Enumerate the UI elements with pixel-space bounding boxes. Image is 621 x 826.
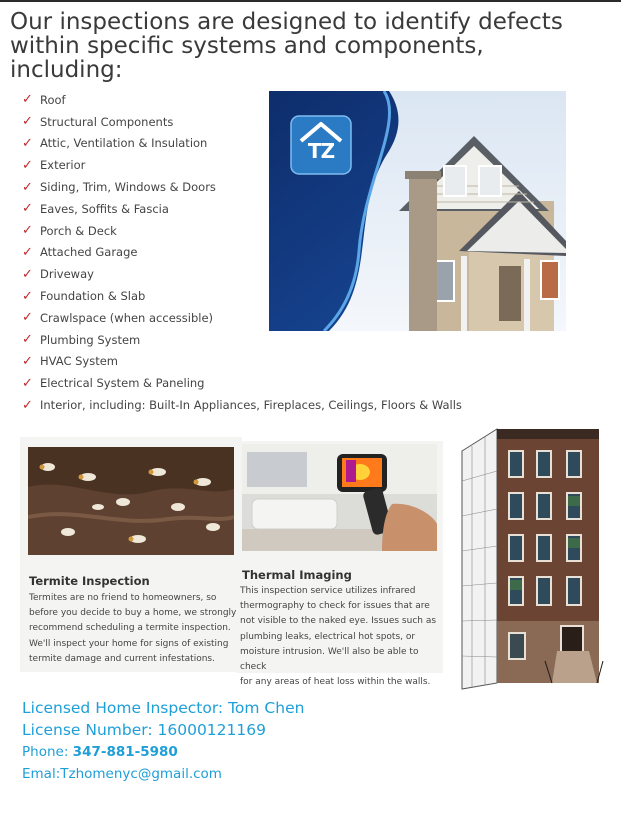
checklist-item-label: Eaves, Soffits & Fascia: [40, 201, 169, 216]
phone-line: [22, 741, 304, 763]
checklist-item-label: Plumbing System: [40, 332, 141, 347]
check-icon: ✓: [22, 201, 33, 217]
check-icon: ✓: [22, 310, 33, 326]
termite-card-line: recommend scheduling a termite inspection.: [29, 623, 231, 634]
termite-card-line: Termites are no friend to homeowners, so: [29, 593, 217, 603]
termite-photo: [28, 447, 234, 555]
heading-line-2: within specific systems and components,: [10, 33, 484, 59]
license-number: License Number: 16000121169: [22, 721, 266, 739]
phone-number[interactable]: 347-881-5980: [72, 744, 178, 760]
thermal-camera-photo: [242, 444, 437, 551]
inspector-name: Licensed Home Inspector: Tom Chen: [22, 699, 305, 717]
tz-logo-text: TZ: [307, 139, 335, 163]
termite-card-line: termite damage and current infestations.: [29, 653, 215, 664]
thermal-imaging-card: [236, 441, 443, 688]
checklist-item: [22, 394, 462, 416]
checklist-item: [22, 351, 462, 373]
building-illustration: [457, 421, 607, 693]
termite-card-line: We'll inspect your home for signs of existing: [29, 638, 229, 649]
checklist-item-label: Attached Garage: [40, 245, 138, 260]
checklist-item-label: Driveway: [40, 267, 94, 282]
checklist-item-label: Structural Components: [40, 114, 174, 129]
brownstone-building-image: [457, 421, 607, 693]
check-icon: ✓: [22, 223, 33, 239]
check-icon: ✓: [22, 114, 33, 130]
checklist-item: [22, 329, 462, 351]
termite-inspection-card: [20, 437, 242, 672]
checklist-item-label: HVAC System: [40, 354, 119, 369]
house-hero-image: [269, 91, 566, 331]
checklist-item-label: Porch & Deck: [40, 223, 117, 238]
contact-block: [22, 697, 304, 785]
check-icon: ✓: [22, 244, 33, 260]
heading-line-3: including:: [10, 57, 123, 83]
termite-card-line: before you decide to buy a home, we strongly: [29, 608, 237, 619]
house-illustration: [269, 91, 566, 331]
checklist-item-label: Crawlspace (when accessible): [40, 310, 213, 325]
checklist-item-label: Siding, Trim, Windows & Doors: [40, 180, 216, 195]
page-heading: [10, 10, 615, 82]
thermal-card-title: Thermal Imaging: [242, 568, 352, 582]
thermal-card-line: This inspection service utilizes infrared: [240, 586, 416, 596]
thermal-card-body: [240, 584, 443, 690]
thermal-card-line: plumbing leaks, electrical hot spots, or: [240, 631, 416, 642]
termite-card-title: Termite Inspection: [29, 574, 150, 588]
checklist-item-label: Electrical System & Paneling: [40, 376, 205, 391]
checklist-item-label: Foundation & Slab: [40, 289, 146, 304]
thermal-card-line: for any areas of heat loss within the walls.: [240, 677, 431, 688]
thermal-card-line: thermography to check for issues that are: [240, 601, 430, 612]
check-icon: ✓: [22, 332, 33, 348]
phone-label: Phone:: [22, 744, 73, 760]
email-line[interactable]: Emal:Tzhomenyc@gmail.com: [22, 766, 222, 782]
checklist-item-label: Interior, including: Built-In Appliances, Fireplaces, Ceilings, Floors & Walls: [40, 398, 462, 413]
thermal-card-line: not visible to the naked eye. Issues such as: [240, 616, 437, 627]
checklist-item-label: Attic, Ventilation & Insulation: [40, 136, 208, 151]
check-icon: ✓: [22, 157, 33, 173]
check-icon: ✓: [22, 375, 33, 391]
check-icon: ✓: [22, 397, 33, 413]
checklist-item-label: Roof: [40, 92, 66, 107]
heading-line-1: Our inspections are designed to identify defects: [10, 9, 563, 35]
check-icon: ✓: [22, 288, 33, 304]
check-icon: ✓: [22, 179, 33, 195]
checklist-item: [22, 372, 462, 394]
top-rule: [0, 0, 621, 2]
checklist-item-label: Exterior: [40, 158, 86, 173]
check-icon: ✓: [22, 353, 33, 369]
termite-card-body: [29, 591, 236, 667]
check-icon: ✓: [22, 266, 33, 282]
check-icon: ✓: [22, 92, 33, 108]
check-icon: ✓: [22, 135, 33, 151]
thermal-card-line: moisture intrusion. We'll also be able to check: [240, 646, 419, 673]
